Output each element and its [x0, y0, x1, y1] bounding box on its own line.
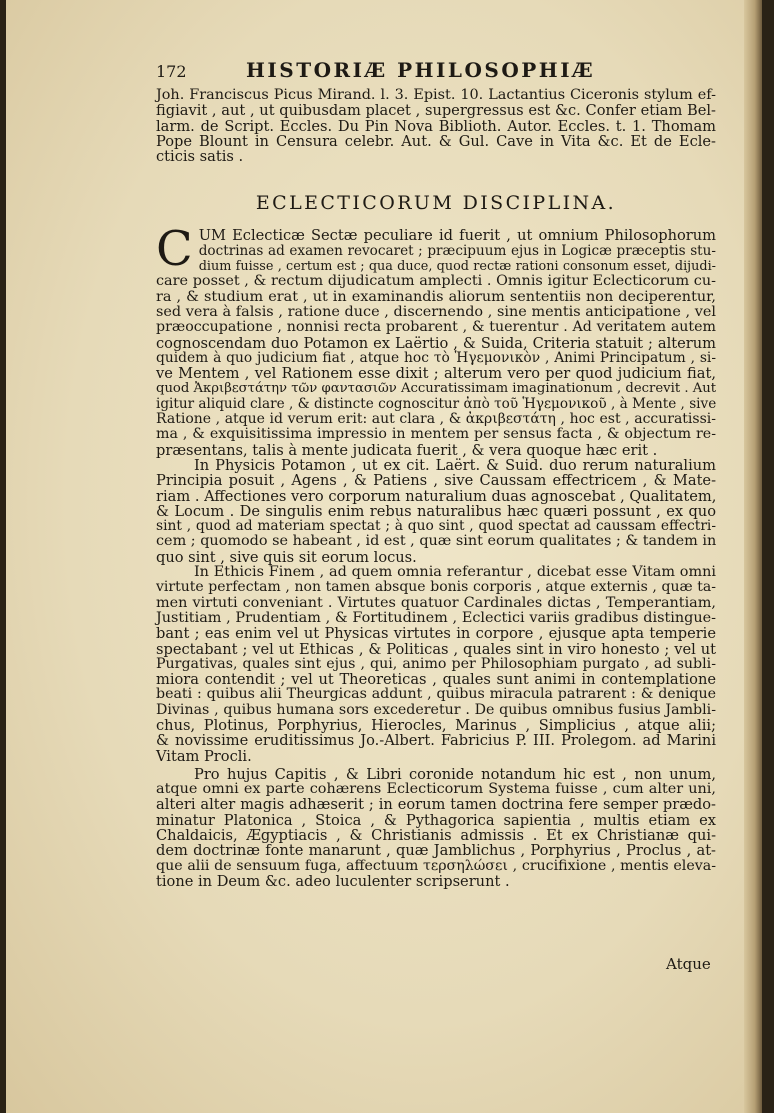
text-line: men virtuti conveniant . Virtutes quatuor Cardinales dictas , Temperantiam, [156, 594, 716, 611]
text-line: cognoscendam duo Potamon ex Laërtio , & Suida, Criteria statuit ; alterum [156, 334, 716, 352]
text-line: ve Mentem , vel Rationem esse dixit ; alterum vero per quod judicium fiat, [156, 365, 716, 383]
text-line: cem ; quomodo se habeant , id est , quæ sint eorum qualitates ; & tandem in [156, 533, 717, 550]
page-number: 172 [156, 62, 187, 81]
text-line: Pro hujus Capitis , & Libri coronide notandum hic est , non unum, [194, 765, 716, 783]
text-line: Divinas , quibus humana sors excederetur . De quibus omnibus fusius Jambli- [156, 701, 716, 718]
text-line: præsentans, talis à mente judicata fuerit , & vera quoque hæc erit . [156, 441, 658, 459]
text-line: figiavit , aut , ut quibusdam placet , supergressus est &c. Confer etiam Bel- [156, 102, 716, 120]
text-line: doctrinas ad examen revocaret ; præcipuum ejus in Logicæ præceptis stu- [198, 242, 716, 259]
paragraph-4 [156, 767, 716, 889]
text-line: tione in Deum &c. adeo luculenter scripserunt . [156, 872, 510, 890]
paragraph-1 [156, 221, 717, 459]
text-line: Principia posuit , Agens , & Patiens , sive Caussam effectricem , & Mate- [156, 472, 716, 490]
text-line: cticis satis . [156, 148, 244, 166]
page-text [156, 58, 716, 889]
text-line: & Locum . De singulis enim rebus naturalibus hæc quæri possunt , ex quo [156, 502, 716, 520]
text-line: bant ; eas enim vel ut Physicas virtutes in corpore , ejusque apta temperie [156, 625, 716, 643]
text-line: que alii de sensuum fuga, affectuum τερσηλώσει , crucifixione , mentis eleva- [156, 857, 716, 874]
text-line: atque omni ex parte cohærens Eclecticorum Systema fuisse , cum alter uni, [156, 781, 716, 798]
drop-cap: C [156, 221, 193, 278]
text-line: riam . Affectiones vero corporum naturalium duas agnoscebat , Qualitatem, [156, 487, 717, 505]
text-line: UM Eclecticæ Sectæ peculiare id fuerit , ut omnium Philosophorum [198, 227, 716, 245]
text-line: alteri alter magis adhæserit ; in eorum tamen doctrina fere semper prædo- [156, 796, 716, 814]
text-line: minatur Platonica , Stoica , & Pythagorica sapientia , multis etiam ex [156, 811, 716, 829]
page-gutter [744, 0, 762, 1113]
paragraph-2 [156, 458, 716, 565]
text-line: care posset , & rectum dijudicatum amplecti . Omnis igitur Eclecticorum cu- [156, 273, 716, 290]
text-line: miora contendit ; vel ut Theoreticas , quales sunt animi in contemplatione [156, 671, 716, 689]
text-line: beati : quibus alii Theurgicas addunt , quibus miracula patrarent : & denique [156, 686, 716, 703]
text-line: quo sint , sive quis sit eorum locus. [156, 548, 417, 566]
text-line: dem doctrinæ fonte manarunt , quæ Jamblichus , Porphyrius , Proclus , at- [156, 842, 716, 860]
text-line: In Ethicis Finem , ad quem omnia referantur , dicebat esse Vitam omni [194, 564, 716, 581]
text-line: ra , & studium erat , ut in examinandis aliorum sententiis non deciperentur, [156, 288, 716, 305]
text-line: Pope Blount in Censura celebr. Aut. & Gul. Cave in Vita &c. Et de Ecle- [156, 132, 716, 150]
text-line: quod Ἀκριβεστάτην τῶν φαντασιῶν Accuratissimam imaginationum , decrevit . Aut [156, 381, 717, 397]
text-line: ma , & exquisitissima impressio in mentem per sensus facta , & objectum re- [156, 426, 716, 443]
text-line: Purgativas, quales sint ejus , qui, animo per Philosophiam purgato , ad subli- [156, 655, 716, 672]
note-paragraph [156, 88, 716, 164]
book-page [6, 0, 762, 1113]
text-line: igitur aliquid clare , & distincte cognoscitur ἀπὸ τοῦ Ἡγεμονικοῦ , à Mente , sive [156, 395, 717, 412]
text-line: chus, Plotinus, Porphyrius, Hierocles, Marinus , Simplicius , atque alii; [156, 716, 716, 734]
text-line: larm. de Script. Eccles. Du Pin Nova Biblioth. Autor. Eccles. t. 1. Thomam [156, 117, 716, 135]
catchword: Atque [666, 955, 711, 973]
text-line: Joh. Franciscus Picus Mirand. l. 3. Epist. 10. Lactantius Ciceronis stylum ef- [156, 87, 716, 103]
text-line: Vitam Procli. [156, 747, 252, 765]
text-line: sed vera à falsis , ratione duce , discernendo , sine mentis anticipatione , vel [156, 303, 716, 320]
text-line: In Physicis Potamon , ut ex cit. Laërt. & Suid. duo rerum naturalium [194, 456, 716, 474]
text-line: Chaldaicis, Ægyptiacis , & Christianis admissis . Et ex Christianæ qui- [156, 827, 716, 845]
text-line: & novissime eruditissimus Jo.-Albert. Fabricius P. III. Prolegom. ad Marini [156, 732, 716, 750]
running-title: HISTORIÆ PHILOSOPHIÆ [246, 58, 596, 82]
text-line: Justitiam , Prudentiam , & Fortitudinem , Eclectici variis gradibus distingue- [156, 609, 716, 626]
text-line: Ratione , atque id verum erit: aut clara , & ἀκριβεστάτη , hoc est , accuratissi- [156, 411, 716, 428]
text-line: spectabant ; vel ut Ethicas , & Politicas , quales sint in viro honesto ; vel ut [156, 640, 716, 658]
paragraph-3 [156, 565, 716, 764]
text-line: quidem à quo judicium fiat , atque hoc τὸ Ἡγεμονικὸν , Animi Principatum , si- [156, 349, 716, 366]
text-line: virtute perfectam , non tamen absque bonis corporis , atque externis , quæ ta- [156, 579, 716, 596]
text-line: sint , quod ad materiam spectat ; à quo sint , quod spectat ad caussam effectri- [156, 518, 716, 535]
page-header [156, 58, 716, 88]
section-heading: ECLECTICORUM DISCIPLINA. [255, 192, 617, 215]
text-line: dium fuisse , certum est ; qua duce, quod rectæ rationi consonum esset, dijudi- [198, 259, 716, 275]
text-line: præoccupatione , nonnisi recta probarent , & tuerentur . Ad veritatem autem [156, 319, 716, 336]
